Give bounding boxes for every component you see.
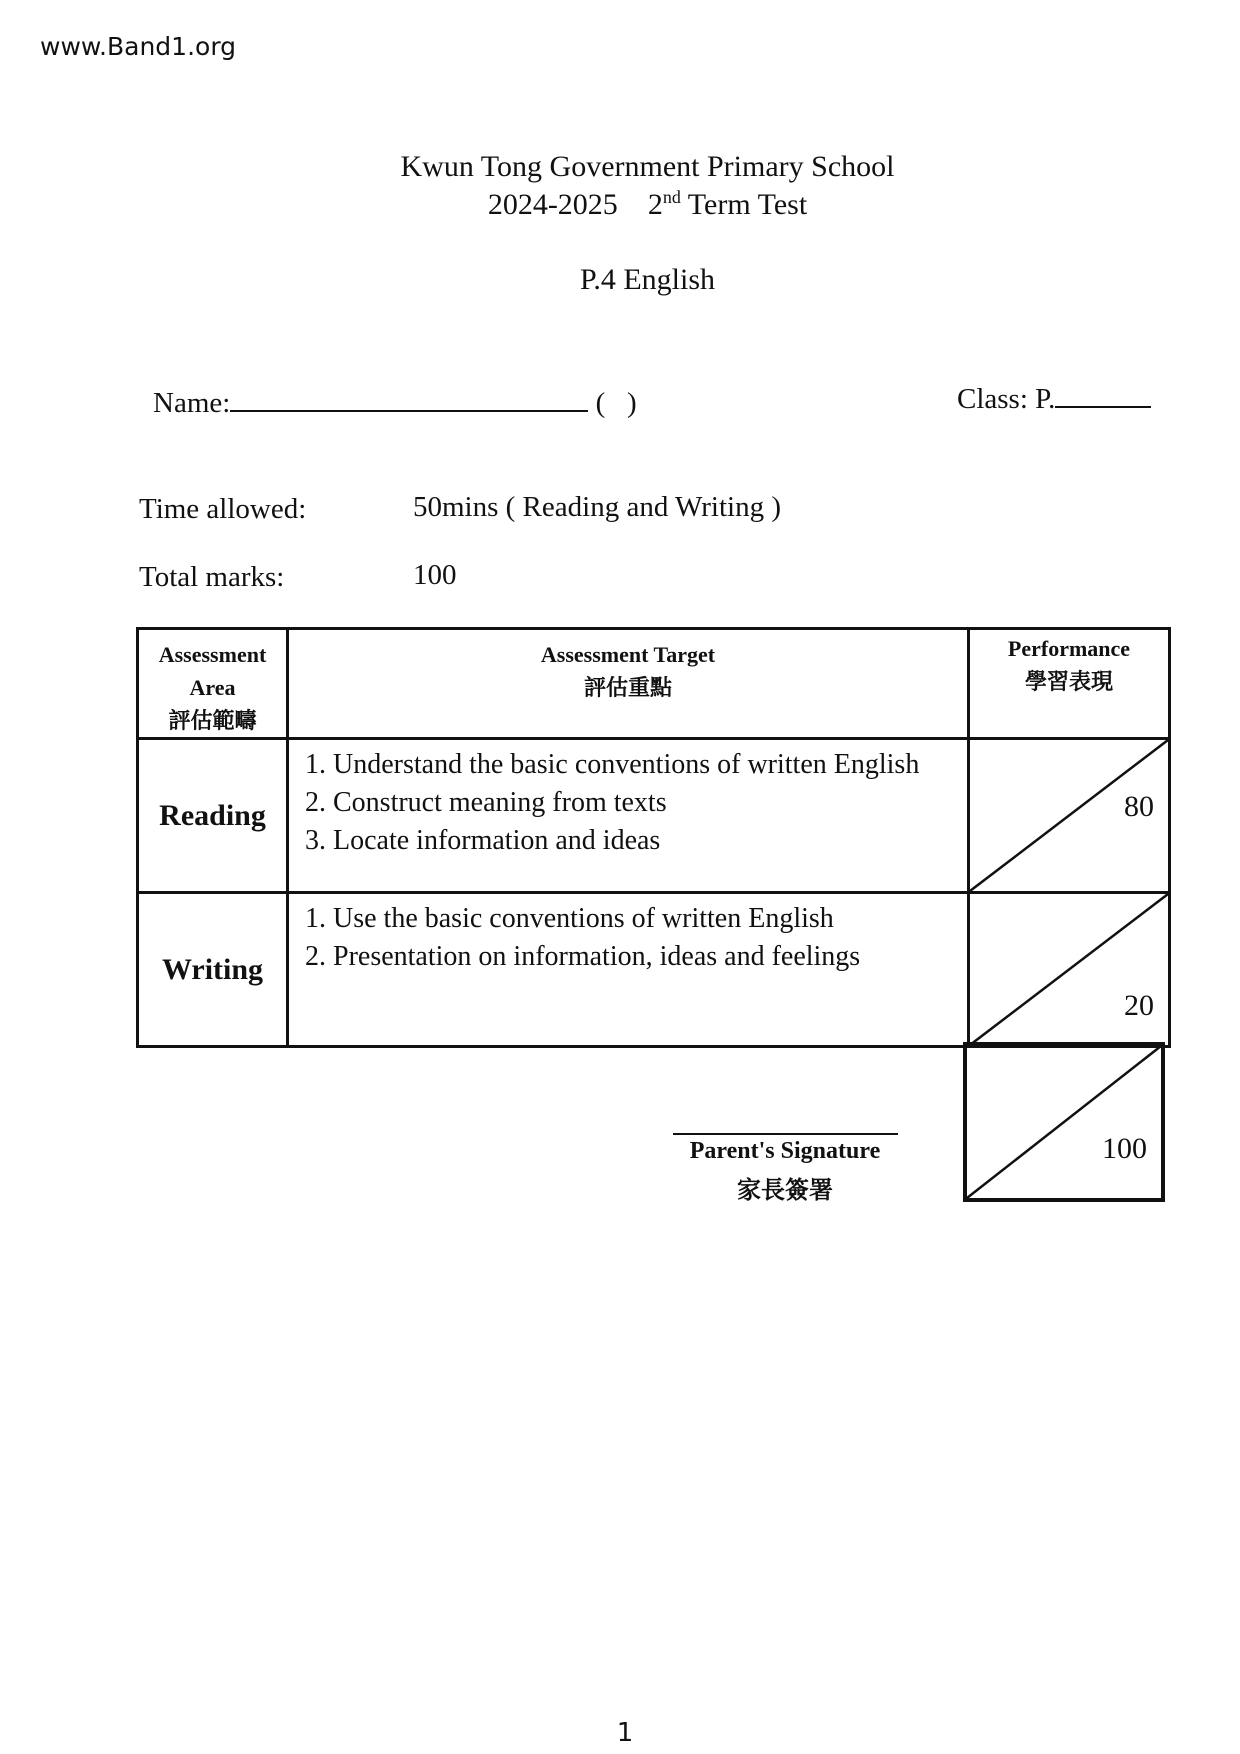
header-performance <box>969 629 1170 739</box>
time-allowed-label: Time allowed: <box>139 493 307 525</box>
name-label: Name: <box>153 387 231 419</box>
max-score-writing: 20 <box>1124 989 1154 1022</box>
term-number: 2 <box>647 188 663 221</box>
max-score-reading: 80 <box>1124 790 1154 823</box>
total-score-box[interactable] <box>963 1042 1165 1202</box>
total-marks-value: 100 <box>413 559 457 591</box>
header-area-zh: 評估範疇 <box>168 708 257 733</box>
signature-label-en: Parent's Signature <box>689 1138 881 1164</box>
table-row <box>138 893 1170 1047</box>
class-label: Class: P. <box>957 383 1056 415</box>
header-performance-zh: 學習表現 <box>1024 669 1113 694</box>
test-title <box>0 188 1240 222</box>
targets-writing <box>288 893 969 1047</box>
name-field-row <box>153 384 637 420</box>
number-close: ) <box>626 387 637 419</box>
term-suffix: nd <box>662 187 681 207</box>
site-watermark: www.Band1.org <box>40 32 237 61</box>
header-target <box>288 629 969 739</box>
target-item: 2. Presentation on information, ideas and feelings <box>305 941 861 972</box>
assessment-table <box>136 627 1171 1048</box>
table-row <box>138 739 1170 893</box>
area-reading: Reading <box>138 739 288 893</box>
target-item: 1. Use the basic conventions of written English <box>305 903 834 934</box>
header-area <box>138 629 288 739</box>
header-area-en-1: Assessment <box>158 642 267 667</box>
school-name: Kwun Tong Government Primary School <box>400 150 895 183</box>
table-header-row <box>138 629 1170 739</box>
header-target-zh: 評估重點 <box>583 675 672 700</box>
name-blank[interactable] <box>230 384 588 412</box>
target-item: 2. Construct meaning from texts <box>305 787 667 818</box>
target-item: 1. Understand the basic conventions of written English <box>305 749 920 780</box>
performance-writing[interactable] <box>969 893 1170 1047</box>
max-score-total: 100 <box>1102 1132 1147 1165</box>
target-item: 3. Locate information and ideas <box>305 825 661 856</box>
term-text: Term Test <box>687 188 808 221</box>
number-open: ( <box>595 387 606 419</box>
header-area-en-2: Area <box>189 675 236 700</box>
header-target-en: Assessment Target <box>540 642 716 667</box>
time-allowed-value: 50mins ( Reading and Writing ) <box>413 491 781 523</box>
signature-line[interactable] <box>673 1133 898 1135</box>
subject-title: P.4 English <box>579 263 716 296</box>
class-blank[interactable] <box>1055 380 1151 408</box>
total-marks-label: Total marks: <box>139 561 285 593</box>
class-field-row <box>957 380 1151 416</box>
school-year: 2024-2025 <box>487 188 618 221</box>
targets-reading <box>288 739 969 893</box>
signature-label-zh: 家長簽署 <box>737 1178 833 1204</box>
header-performance-en: Performance <box>1007 636 1131 661</box>
performance-reading[interactable] <box>969 739 1170 893</box>
area-writing: Writing <box>138 893 288 1047</box>
page-number: 1 <box>616 1718 634 1748</box>
diagonal-line-icon <box>967 1046 1161 1198</box>
